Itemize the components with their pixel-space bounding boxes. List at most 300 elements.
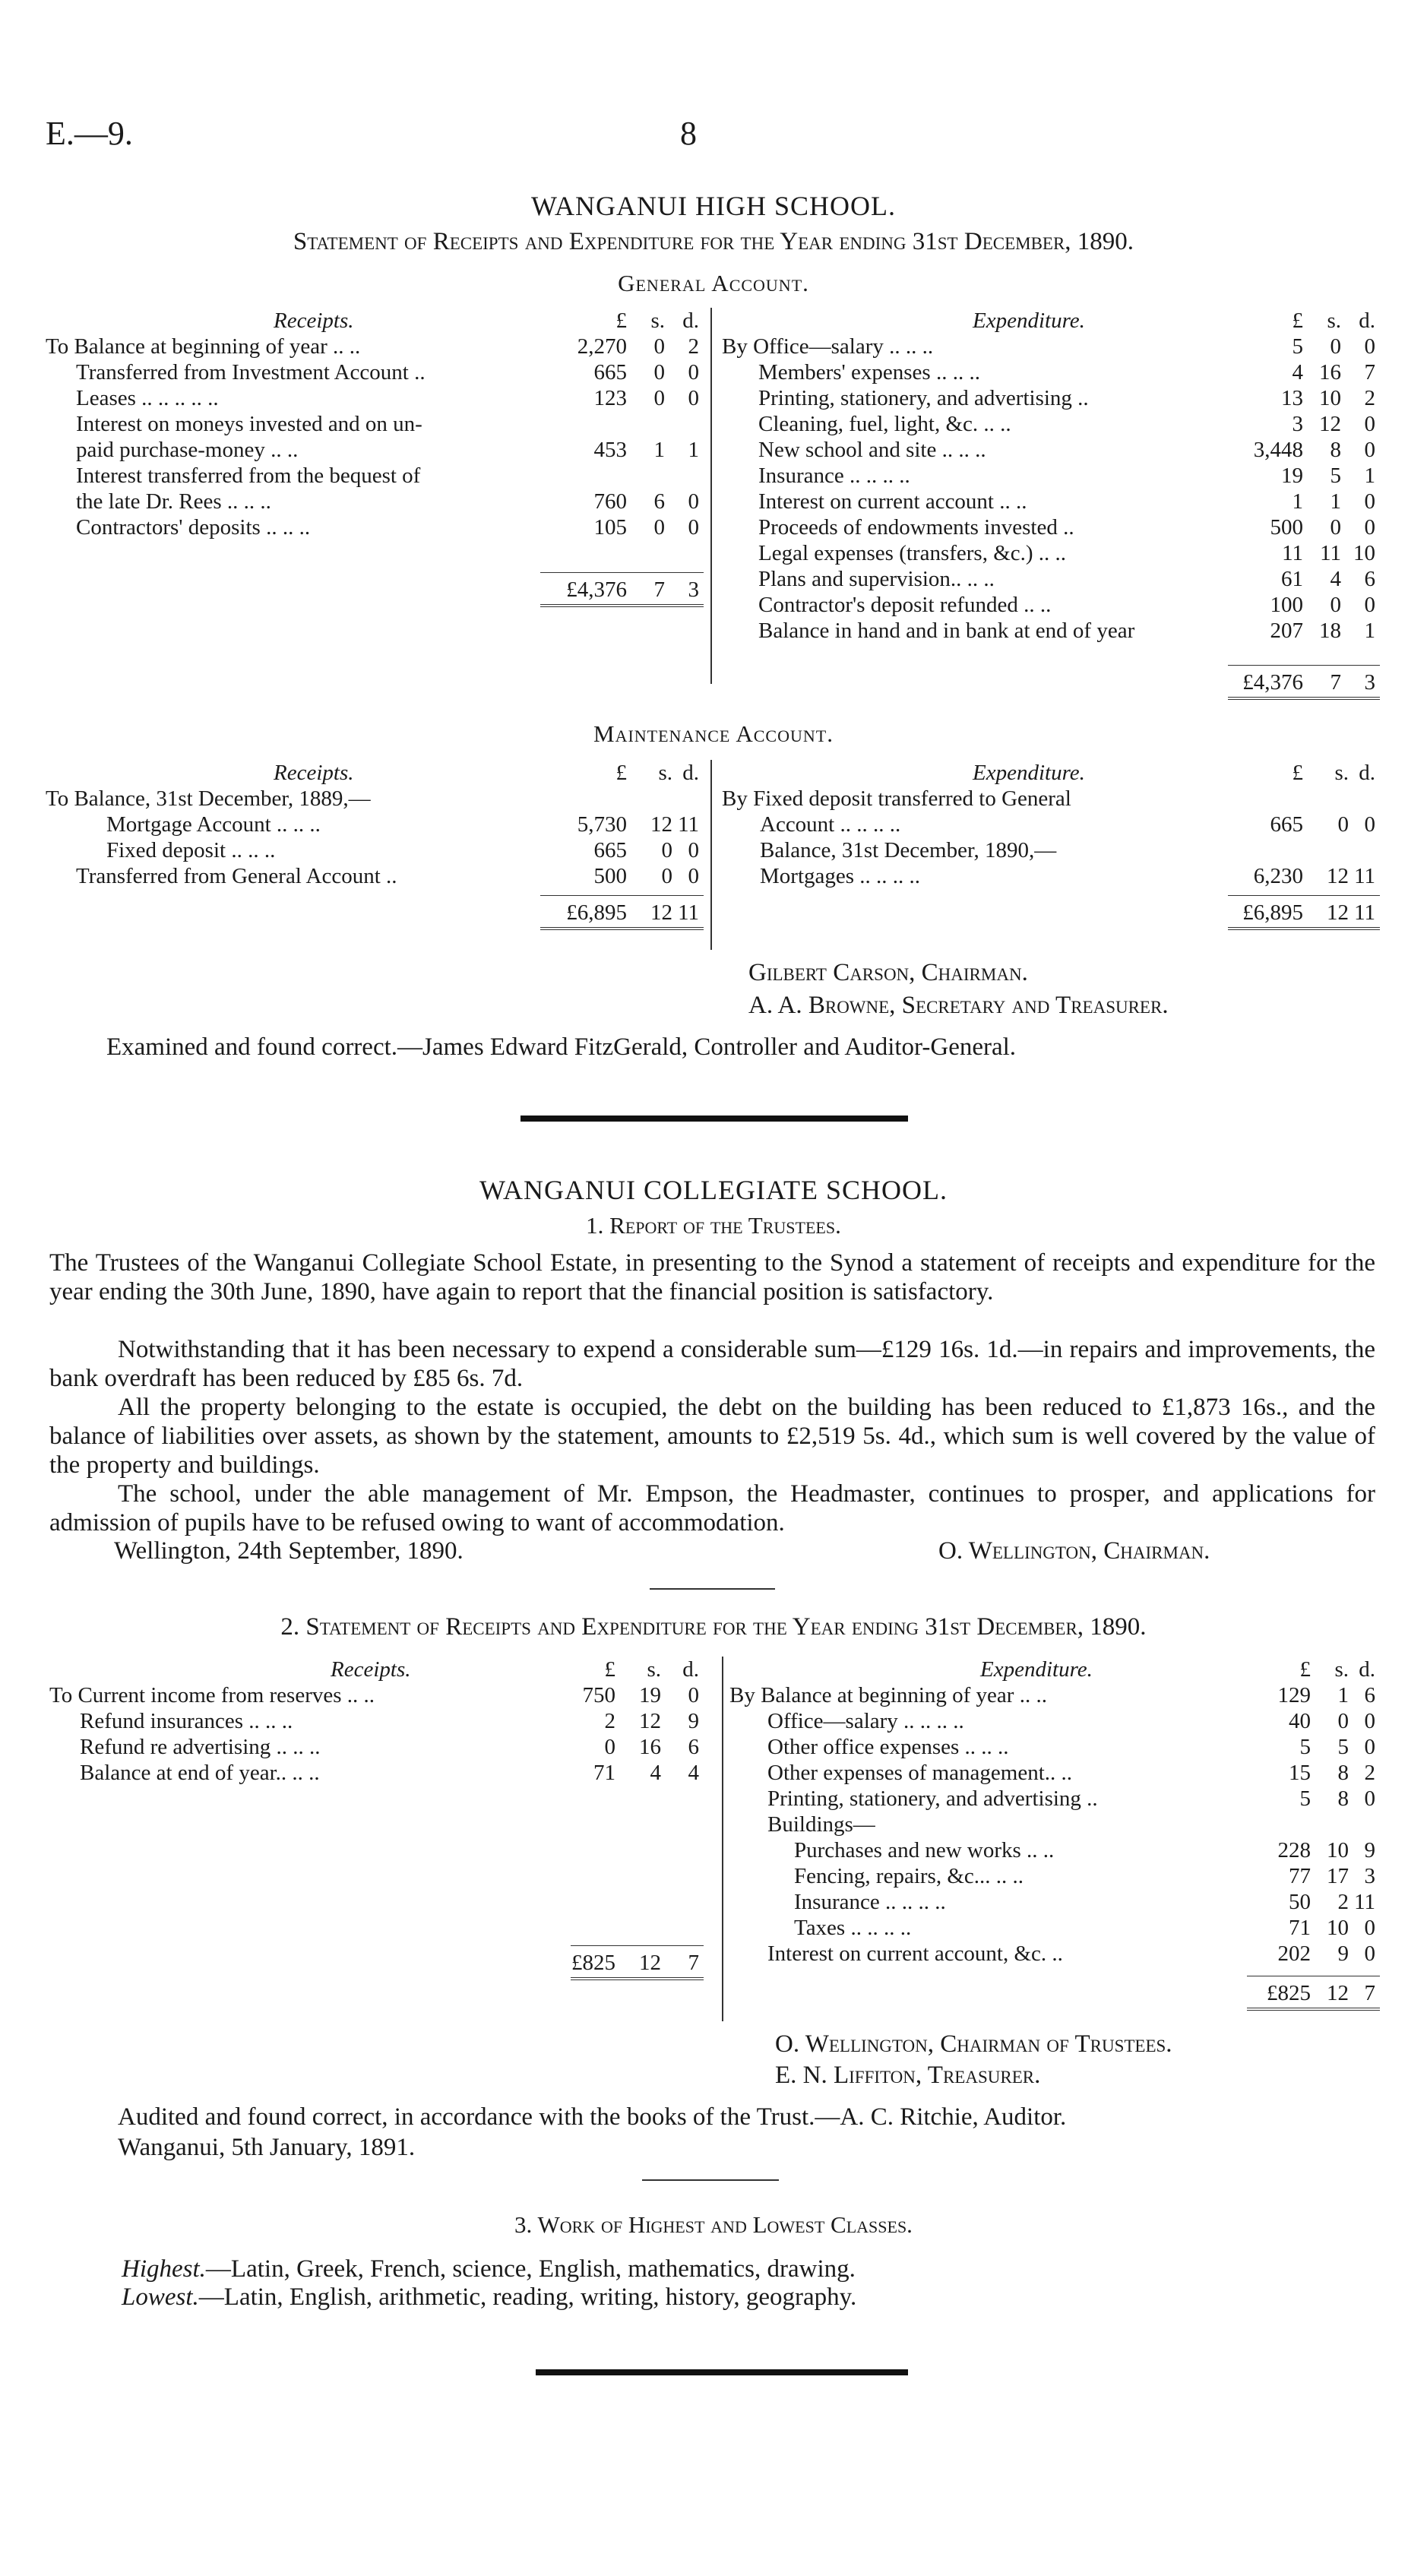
currency-column-header: £ (1292, 309, 1303, 333)
chairman-signature (748, 959, 1028, 987)
amount-pence: 0 (1364, 515, 1375, 540)
total-double-rule (571, 1977, 704, 1983)
amount-pounds: 6,230 (1253, 864, 1303, 888)
amount-pence: 0 (688, 515, 699, 540)
row-label: By Balance at beginning of year .. .. (729, 1683, 1047, 1707)
currency-column-header: s. (658, 761, 672, 785)
amount-shillings: 16 (639, 1735, 661, 1759)
report-reference: E.—9. (46, 115, 133, 152)
amount-pence: 1 (688, 438, 699, 462)
currency-column-header: £ (604, 1657, 615, 1682)
account-row (722, 618, 1383, 644)
amount-shillings: 10 (1327, 1916, 1349, 1940)
column-header: Receipts. (274, 761, 354, 785)
table-header-row (46, 308, 707, 334)
total-shillings: 7 (1330, 670, 1341, 695)
account-row (722, 385, 1383, 411)
row-label: Refund re advertising .. .. .. (80, 1735, 321, 1759)
row-label: Office—salary .. .. .. .. (767, 1709, 964, 1733)
total-block (722, 895, 1383, 929)
maintenance-expenditure-table (722, 760, 1383, 929)
amount-pence: 9 (688, 1709, 699, 1733)
amount-pounds: 2,270 (577, 334, 627, 359)
secretary-signature (748, 992, 1169, 1020)
amount-pounds: 61 (1281, 567, 1303, 591)
account-row (722, 514, 1383, 540)
total-shillings: 12 (1327, 900, 1349, 925)
amount-pounds: 665 (1270, 812, 1303, 837)
account-row (722, 437, 1383, 463)
amount-shillings: 12 (650, 812, 672, 837)
total-rule (571, 1945, 704, 1946)
total-rule (1228, 665, 1380, 666)
currency-column-header: s. (647, 1657, 661, 1682)
amount-pence: 11 (1354, 864, 1375, 888)
account-row (729, 1708, 1383, 1734)
amount-pounds: 500 (1270, 515, 1303, 540)
account-row (729, 1734, 1383, 1760)
account-row (46, 863, 707, 889)
total-pence: 3 (688, 578, 699, 602)
currency-column-header: s. (1334, 1657, 1349, 1682)
amount-pence: 2 (688, 334, 699, 359)
column-divider (722, 1657, 723, 2021)
account-row (729, 1941, 1383, 1967)
column-header: Expenditure. (973, 761, 1085, 785)
secretary-signature-text: A. A. Browne, Secretary and Treasurer. (748, 992, 1169, 1019)
account-row (46, 437, 707, 463)
account-row (722, 411, 1383, 437)
account-row (49, 1760, 707, 1786)
amount-pounds: 5 (1299, 1786, 1311, 1811)
short-divider (642, 2179, 779, 2181)
row-label: Insurance .. .. .. .. (758, 464, 910, 488)
total-row (49, 1950, 707, 1976)
total-block (49, 1945, 707, 1979)
currency-column-header: d. (682, 1657, 699, 1682)
row-label: paid purchase-money .. .. (76, 438, 299, 462)
total-pounds: £6,895 (1242, 900, 1303, 925)
row-label: the late Dr. Rees .. .. .. (76, 489, 271, 514)
row-label: To Balance at beginning of year .. .. (46, 334, 361, 359)
collegiate-receipts-table (49, 1657, 707, 1979)
total-rule (1228, 895, 1380, 896)
amount-pence: 6 (688, 1735, 699, 1759)
amount-shillings: 9 (1337, 1941, 1349, 1966)
report-paragraph-1 (49, 1248, 1375, 1306)
total-pence: 3 (1364, 670, 1375, 695)
amount-pence: 0 (688, 489, 699, 514)
total-shillings: 12 (1327, 1981, 1349, 2005)
account-row (46, 463, 707, 489)
amount-pounds: 19 (1281, 464, 1303, 488)
amount-pence: 9 (1364, 1838, 1375, 1862)
total-rule (540, 895, 704, 896)
currency-column-header: £ (1292, 761, 1303, 785)
total-shillings: 12 (639, 1951, 661, 1975)
total-row (46, 900, 707, 926)
account-row (49, 1708, 707, 1734)
report-paragraph-3-text: All the property belonging to the estate is occupied, the debt on the building has been reduced to £1,873 16s., and the balance of liabilities over assets, as shown by the statement, amounts to £2,519 5s. 4d., which sum is well covered by the value of the property and buildings. (49, 1394, 1375, 1479)
row-label: Cleaning, fuel, light, &c. .. .. (758, 412, 1011, 436)
amount-shillings: 5 (1337, 1735, 1349, 1759)
amount-pence: 4 (688, 1761, 699, 1785)
amount-shillings: 0 (661, 838, 672, 862)
row-label: Transferred from General Account .. (76, 864, 397, 888)
report-place-date: Wellington, 24th September, 1890. (114, 1537, 464, 1565)
amount-pounds: 105 (593, 515, 627, 540)
amount-shillings: 0 (661, 864, 672, 888)
row-label: Insurance .. .. .. .. (794, 1890, 946, 1914)
row-label: Mortgage Account .. .. .. (106, 812, 321, 837)
row-label: New school and site .. .. .. (758, 438, 986, 462)
account-row (729, 1889, 1383, 1915)
amount-pounds: 4 (1292, 360, 1303, 385)
total-row (46, 577, 707, 603)
currency-column-header: £ (615, 761, 627, 785)
amount-pence: 0 (1364, 1786, 1375, 1811)
total-double-rule (540, 604, 704, 609)
row-label: Account .. .. .. .. (760, 812, 901, 837)
amount-pounds: 453 (593, 438, 627, 462)
currency-column-header: s. (1327, 309, 1341, 333)
currency-column-header: d. (1359, 761, 1375, 785)
row-label: Leases .. .. .. .. .. (76, 386, 219, 410)
amount-shillings: 18 (1319, 619, 1341, 643)
amount-pounds: 5,730 (577, 812, 627, 837)
amount-pounds: 665 (593, 360, 627, 385)
report-paragraph-3 (49, 1393, 1375, 1479)
general-account-heading: General Account. (618, 270, 809, 296)
account-row (722, 592, 1383, 618)
account-row (729, 1786, 1383, 1812)
account-row (729, 1682, 1383, 1708)
account-row (729, 1863, 1383, 1889)
amount-shillings: 10 (1319, 386, 1341, 410)
account-row (729, 1837, 1383, 1863)
row-label: Proceeds of endowments invested .. (758, 515, 1074, 540)
amount-pounds: 760 (593, 489, 627, 514)
treasurer-signature: E. N. Liffiton, Treasurer. (775, 2062, 1041, 2089)
amount-pounds: 2 (604, 1709, 615, 1733)
amount-pounds: 100 (1270, 593, 1303, 617)
total-double-rule (540, 927, 704, 932)
account-row (46, 786, 707, 812)
amount-pounds: 5 (1292, 334, 1303, 359)
amount-pence: 0 (1364, 412, 1375, 436)
amount-pence: 0 (1364, 1916, 1375, 1940)
account-row (722, 566, 1383, 592)
row-label: Refund insurances .. .. .. (80, 1709, 293, 1733)
row-label: By Office—salary .. .. .. (722, 334, 934, 359)
audited-place-date: Wanganui, 5th January, 1891. (118, 2134, 416, 2161)
amount-pounds: 228 (1277, 1838, 1311, 1862)
amount-shillings: 0 (1330, 515, 1341, 540)
total-pence: 11 (678, 900, 699, 925)
row-label: To Current income from reserves .. .. (49, 1683, 375, 1707)
account-row (722, 863, 1383, 889)
account-row (722, 540, 1383, 566)
amount-shillings: 4 (1330, 567, 1341, 591)
amount-pounds: 50 (1289, 1890, 1311, 1914)
account-row (722, 837, 1383, 863)
amount-pounds: 0 (604, 1735, 615, 1759)
amount-shillings: 0 (653, 334, 665, 359)
amount-pence: 6 (1364, 567, 1375, 591)
account-row (722, 359, 1383, 385)
row-label: Interest on current account .. .. (758, 489, 1027, 514)
amount-pounds: 3,448 (1253, 438, 1303, 462)
row-label: Interest transferred from the bequest of (76, 464, 421, 488)
row-label: Interest on moneys invested and on un- (76, 412, 422, 436)
row-label: Buildings— (767, 1812, 875, 1837)
amount-pence: 2 (1364, 1761, 1375, 1785)
amount-pence: 1 (1364, 464, 1375, 488)
account-row (722, 786, 1383, 812)
account-row (46, 411, 707, 437)
row-label: Contractors' deposits .. .. .. (76, 515, 311, 540)
amount-pence: 2 (1364, 386, 1375, 410)
general-receipts-table (46, 308, 707, 606)
currency-column-header: s. (650, 309, 665, 333)
report-paragraph-2-text: Notwithstanding that it has been necessary to expend a considerable sum—£129 16s. 1d.—in repairs and improvements, the bank overdraft has been reduced by £85 6s. 7d. (49, 1336, 1375, 1392)
row-label: Balance in hand and in bank at end of year (758, 619, 1135, 643)
chairman-signature-text: Gilbert Carson, Chairman. (748, 959, 1028, 986)
highest-text: —Latin, Greek, French, science, English, mathematics, drawing. (205, 2255, 856, 2283)
amount-shillings: 4 (650, 1761, 661, 1785)
examined-text: Examined and found correct.—James Edward FitzGerald, Controller and Auditor-General. (106, 1033, 1017, 1061)
total-pence: 7 (1364, 1981, 1375, 2005)
currency-column-header: d. (1359, 1657, 1375, 1682)
row-label: Transferred from Investment Account .. (76, 360, 426, 385)
amount-shillings: 8 (1330, 438, 1341, 462)
amount-shillings: 12 (1319, 412, 1341, 436)
account-row (729, 1760, 1383, 1786)
column-divider (710, 308, 712, 684)
total-row (722, 900, 1383, 926)
table-header-row (49, 1657, 707, 1682)
account-row (729, 1812, 1383, 1837)
total-block (46, 895, 707, 929)
amount-pence: 0 (688, 864, 699, 888)
account-row (722, 334, 1383, 359)
trustees-chairman-signature: O. Wellington, Chairman of Trustees. (775, 2030, 1172, 2058)
page-number: 8 (680, 115, 697, 152)
total-row (722, 669, 1383, 695)
examined-statement (106, 1033, 1016, 1062)
amount-shillings: 8 (1337, 1761, 1349, 1785)
section-divider (520, 1116, 908, 1122)
highest-label: Highest. (122, 2255, 206, 2283)
table-header-row (722, 760, 1383, 786)
amount-shillings: 6 (653, 489, 665, 514)
amount-pence: 0 (688, 360, 699, 385)
total-row (729, 1980, 1383, 2006)
account-row (46, 837, 707, 863)
amount-pence: 6 (1364, 1683, 1375, 1707)
total-pounds: £4,376 (566, 578, 627, 602)
row-label: Legal expenses (transfers, &c.) .. .. (758, 541, 1067, 565)
audited-statement: Audited and found correct, in accordance with the books of the Trust.—A. C. Ritchie, Auditor. (118, 2103, 1067, 2131)
currency-column-header: £ (615, 309, 627, 333)
total-block (722, 665, 1383, 698)
row-label: Fixed deposit .. .. .. (106, 838, 276, 862)
amount-pounds: 202 (1277, 1941, 1311, 1966)
amount-pounds: 500 (593, 864, 627, 888)
amount-shillings: 12 (1327, 864, 1349, 888)
amount-shillings: 0 (653, 515, 665, 540)
report-paragraph-1-text: The Trustees of the Wanganui Collegiate School Estate, in presenting to the Synod a statement of receipts and expenditure for the year ending the 30th June, 1890, have again to report that the financial position is satisfactory. (49, 1249, 1375, 1305)
row-label: Other office expenses .. .. .. (767, 1735, 1009, 1759)
amount-pounds: 1 (1292, 489, 1303, 514)
amount-shillings: 10 (1327, 1838, 1349, 1862)
column-header: Expenditure. (980, 1657, 1093, 1682)
lowest-text: —Latin, English, arithmetic, reading, writing, history, geography. (198, 2283, 857, 2311)
row-label: Plans and supervision.. .. .. (758, 567, 995, 591)
amount-pence: 0 (1364, 812, 1375, 837)
row-label: Mortgages .. .. .. .. (760, 864, 921, 888)
amount-pence: 0 (1364, 489, 1375, 514)
amount-pence: 11 (1354, 1890, 1375, 1914)
column-header: Receipts. (274, 309, 354, 333)
amount-pence: 0 (1364, 334, 1375, 359)
total-pence: 11 (1354, 900, 1375, 925)
amount-shillings: 1 (653, 438, 665, 462)
amount-pounds: 77 (1289, 1864, 1311, 1888)
account-row (729, 1915, 1383, 1941)
end-divider (536, 2369, 908, 2375)
amount-pence: 0 (1364, 1709, 1375, 1733)
column-divider (710, 760, 712, 950)
account-row (722, 489, 1383, 514)
high-school-statement-title: Statement of Receipts and Expenditure for the Year ending 31st December, 1890. (293, 228, 1134, 255)
table-header-row (729, 1657, 1383, 1682)
total-double-rule (1228, 697, 1380, 702)
amount-shillings: 0 (1330, 334, 1341, 359)
amount-pounds: 665 (593, 838, 627, 862)
high-school-title: WANGANUI HIGH SCHOOL. (531, 191, 896, 221)
row-label: Interest on current account, &c. .. (767, 1941, 1063, 1966)
table-header-row (46, 760, 707, 786)
amount-pounds: 750 (582, 1683, 615, 1707)
report-heading: 1. Report of the Trustees. (586, 1212, 841, 1239)
row-label: Balance, 31st December, 1890,— (760, 838, 1057, 862)
column-header: Expenditure. (973, 309, 1085, 333)
amount-pence: 0 (688, 386, 699, 410)
amount-shillings: 11 (1320, 541, 1341, 565)
collegiate-expenditure-table (729, 1657, 1383, 2009)
lowest-label: Lowest. (122, 2283, 199, 2311)
amount-shillings: 12 (639, 1709, 661, 1733)
amount-pence: 11 (678, 812, 699, 837)
amount-pounds: 5 (1299, 1735, 1311, 1759)
currency-column-header: d. (682, 761, 699, 785)
row-label: Balance at end of year.. .. .. (80, 1761, 320, 1785)
row-label: To Balance, 31st December, 1889,— (46, 786, 371, 811)
amount-pence: 10 (1353, 541, 1375, 565)
account-row (722, 463, 1383, 489)
collegiate-title: WANGANUI COLLEGIATE SCHOOL. (479, 1175, 948, 1205)
amount-pounds: 3 (1292, 412, 1303, 436)
amount-pounds: 123 (593, 386, 627, 410)
currency-column-header: £ (1299, 1657, 1311, 1682)
amount-shillings: 0 (653, 360, 665, 385)
amount-shillings: 16 (1319, 360, 1341, 385)
account-row (46, 359, 707, 385)
maintenance-receipts-table (46, 760, 707, 929)
account-row (722, 812, 1383, 837)
amount-pounds: 15 (1289, 1761, 1311, 1785)
amount-pence: 0 (1364, 438, 1375, 462)
total-double-rule (1247, 2008, 1380, 2013)
total-pounds: £825 (1267, 1981, 1311, 2005)
currency-column-header: d. (1359, 309, 1375, 333)
total-pounds: £6,895 (566, 900, 627, 925)
row-label: Printing, stationery, and advertising .. (758, 386, 1089, 410)
row-label: Purchases and new works .. .. (794, 1838, 1055, 1862)
row-label: Fencing, repairs, &c... .. .. (794, 1864, 1024, 1888)
row-label: By Fixed deposit transferred to General (722, 786, 1071, 811)
amount-pounds: 13 (1281, 386, 1303, 410)
account-row (49, 1682, 707, 1708)
highest-class-line (122, 2255, 856, 2283)
account-row (46, 334, 707, 359)
total-block (729, 1976, 1383, 2009)
amount-pounds: 71 (593, 1761, 615, 1785)
row-label: Contractor's deposit refunded .. .. (758, 593, 1052, 617)
report-paragraph-4-text: The school, under the able management of Mr. Empson, the Headmaster, continues to prosper, and applications for admission of pupils have to be refused owing to want of accommodation. (49, 1480, 1375, 1536)
account-row (46, 514, 707, 540)
column-header: Receipts. (331, 1657, 411, 1682)
amount-shillings: 0 (1337, 1709, 1349, 1733)
lowest-class-line (122, 2283, 856, 2312)
amount-pence: 3 (1364, 1864, 1375, 1888)
account-row (46, 489, 707, 514)
maintenance-account-heading: Maintenance Account. (593, 720, 834, 747)
amount-pence: 0 (688, 838, 699, 862)
total-rule (540, 572, 704, 573)
amount-pence: 0 (1364, 593, 1375, 617)
total-block (46, 572, 707, 606)
amount-pounds: 129 (1277, 1683, 1311, 1707)
report-paragraph-4 (49, 1479, 1375, 1537)
amount-shillings: 5 (1330, 464, 1341, 488)
row-label: Taxes .. .. .. .. (794, 1916, 912, 1940)
currency-column-header: d. (682, 309, 699, 333)
amount-pounds: 71 (1289, 1916, 1311, 1940)
total-double-rule (1228, 927, 1380, 932)
report-paragraph-2 (49, 1335, 1375, 1393)
report-signature: O. Wellington, Chairman. (938, 1537, 1210, 1565)
amount-shillings: 0 (1330, 593, 1341, 617)
amount-shillings: 0 (653, 386, 665, 410)
amount-pence: 1 (1364, 619, 1375, 643)
account-row (46, 812, 707, 837)
amount-shillings: 8 (1337, 1786, 1349, 1811)
amount-pence: 0 (688, 1683, 699, 1707)
amount-shillings: 1 (1337, 1683, 1349, 1707)
row-label: Other expenses of management.. .. (767, 1761, 1073, 1785)
total-pounds: £4,376 (1242, 670, 1303, 695)
account-row (49, 1734, 707, 1760)
row-label: Members' expenses .. .. .. (758, 360, 980, 385)
table-header-row (722, 308, 1383, 334)
short-divider (650, 1588, 775, 1590)
total-shillings: 12 (650, 900, 672, 925)
amount-pounds: 207 (1270, 619, 1303, 643)
amount-shillings: 2 (1337, 1890, 1349, 1914)
total-shillings: 7 (653, 578, 665, 602)
